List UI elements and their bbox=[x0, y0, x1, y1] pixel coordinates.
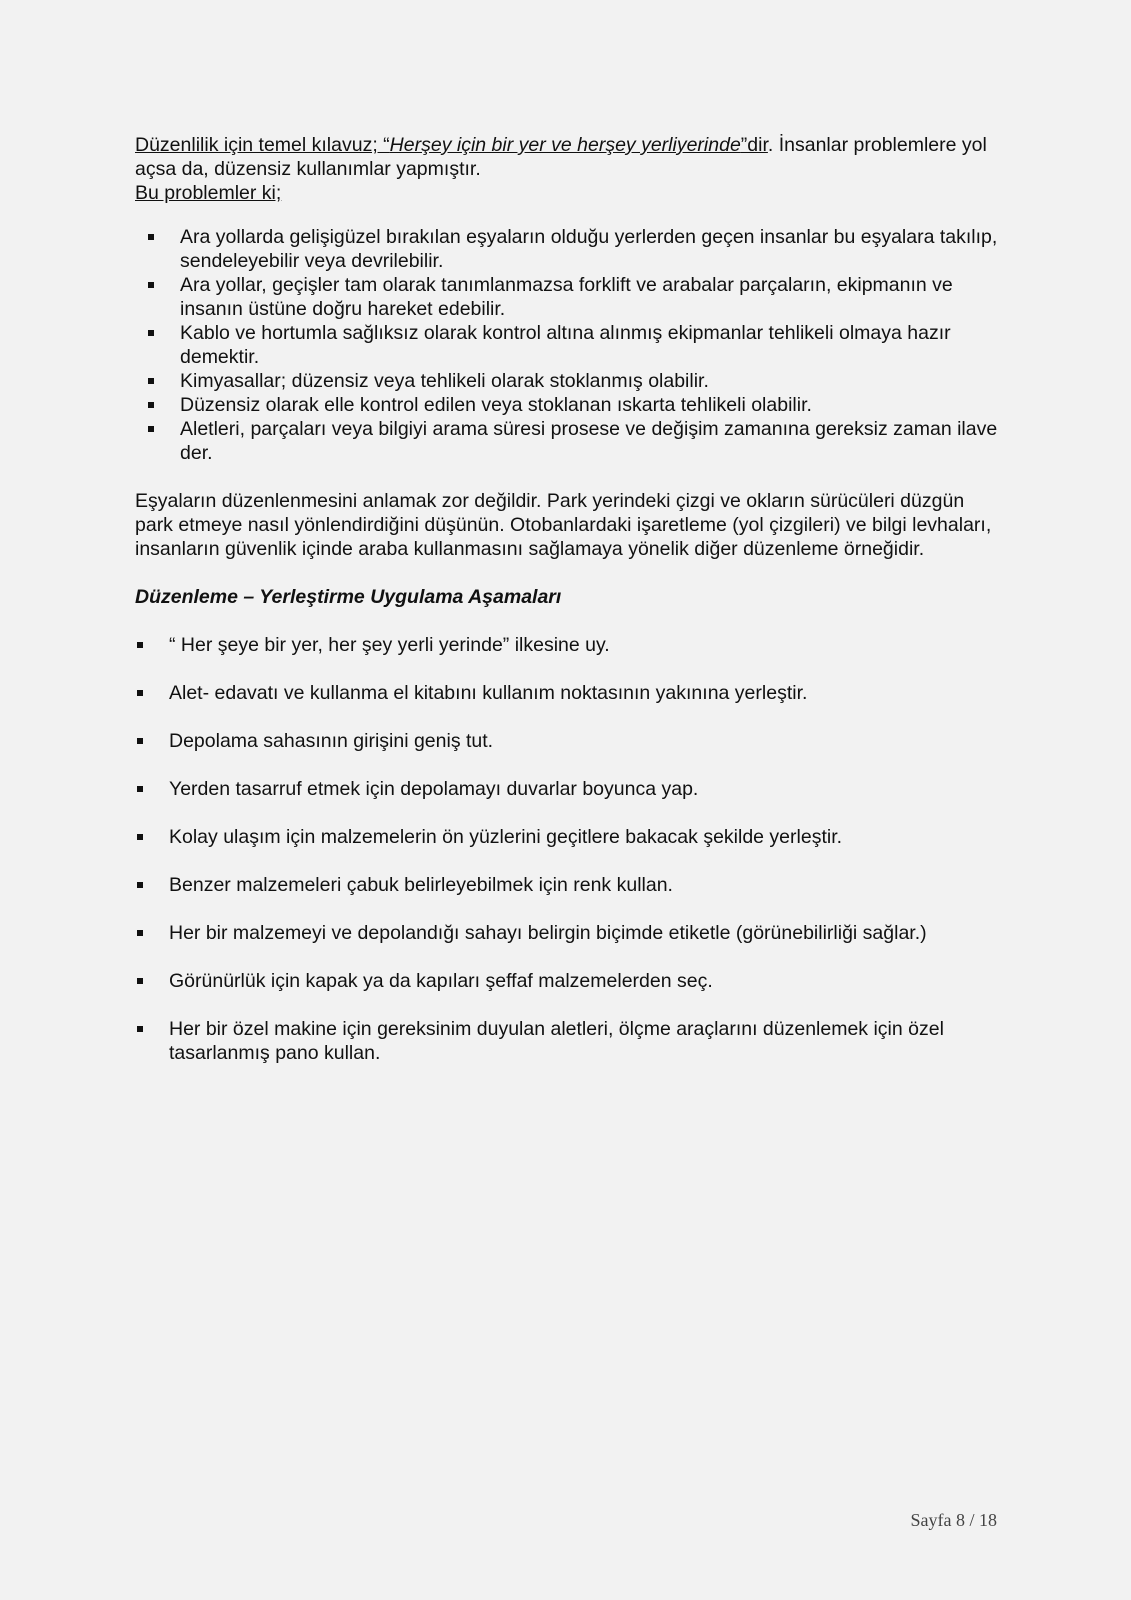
step-item: Depolama sahasının girişini geniş tut. bbox=[135, 729, 1005, 753]
page-number: Sayfa 8 / 18 bbox=[910, 1510, 997, 1530]
problem-item: Ara yollarda gelişigüzel bırakılan eşyaların olduğu yerlerden geçen insanlar bu eşyalara takılıp, sendeleyebilir veya devrilebilir. bbox=[135, 225, 1005, 273]
step-item: Her bir malzemeyi ve depolandığı sahayı belirgin biçimde etiketle (görünebilirliği sağlar.) bbox=[135, 921, 1005, 945]
page-content bbox=[135, 133, 1005, 1089]
step-item: Her bir özel makine için gereksinim duyulan aletleri, ölçme araçlarını düzenlemek için özel tasarlanmış pano kullan. bbox=[135, 1017, 1005, 1065]
problem-item: Aletleri, parçaları veya bilgiyi arama süresi prosese ve değişim zamanına gereksiz zaman ilave der. bbox=[135, 417, 1005, 465]
intro-motto: Herşey için bir yer ve herşey yerliyerinde bbox=[389, 134, 741, 156]
step-item: Görünürlük için kapak ya da kapıları şeffaf malzemelerden seç. bbox=[135, 969, 1005, 993]
problem-item: Kimyasallar; düzensiz veya tehlikeli olarak stoklanmış olabilir. bbox=[135, 369, 1005, 393]
problem-item: Düzensiz olarak elle kontrol edilen veya stoklanan ıskarta tehlikeli olabilir. bbox=[135, 393, 1005, 417]
intro-paragraph bbox=[135, 133, 1005, 181]
step-item: Benzer malzemeleri çabuk belirleyebilmek için renk kullan. bbox=[135, 873, 1005, 897]
steps-list bbox=[135, 633, 1005, 1065]
intro-section bbox=[135, 133, 1005, 205]
step-item: Kolay ulaşım için malzemelerin ön yüzlerini geçitlere bakacak şekilde yerleştir. bbox=[135, 825, 1005, 849]
intro-guideline-label: Düzenlilik için temel kılavuz; “Herşey için bir yer ve herşey yerliyerinde”dir bbox=[135, 134, 768, 156]
problem-item: Ara yollar, geçişler tam olarak tanımlanmazsa forklift ve arabalar parçaların, ekipmanın ve insanın üstüne doğru hareket edebilir. bbox=[135, 273, 1005, 321]
section-heading: Düzenleme – Yerleştirme Uygulama Aşamaları bbox=[135, 586, 562, 608]
intro-problems-label: Bu problemler ki; bbox=[135, 182, 282, 204]
intro-rest: . İnsanlar problemlere yol açsa da, düzensiz kullanımlar yapmıştır. bbox=[135, 134, 987, 180]
step-item: Yerden tasarruf etmek için depolamayı duvarlar boyunca yap. bbox=[135, 777, 1005, 801]
problem-item: Kablo ve hortumla sağlıksız olarak kontrol altına alınmış ekipmanlar tehlikeli olmaya hazır demektir. bbox=[135, 321, 1005, 369]
step-item: Alet- edavatı ve kullanma el kitabını kullanım noktasının yakınına yerleştir. bbox=[135, 681, 1005, 705]
step-item: “ Her şeye bir yer, her şey yerli yerinde” ilkesine uy. bbox=[135, 633, 1005, 657]
organization-paragraph: Eşyaların düzenlenmesini anlamak zor değildir. Park yerindeki çizgi ve okların sürücüleri düzgün park etmeye nasıl yönlendirdiğini düşünün. Otobanlardaki işaretleme (yol çizgileri) ve bilgi levhaları, insanların güvenlik içinde araba kullanmasını sağlamaya yönelik diğer düzenleme örneğidir. bbox=[135, 490, 992, 560]
problems-list bbox=[135, 225, 1005, 465]
